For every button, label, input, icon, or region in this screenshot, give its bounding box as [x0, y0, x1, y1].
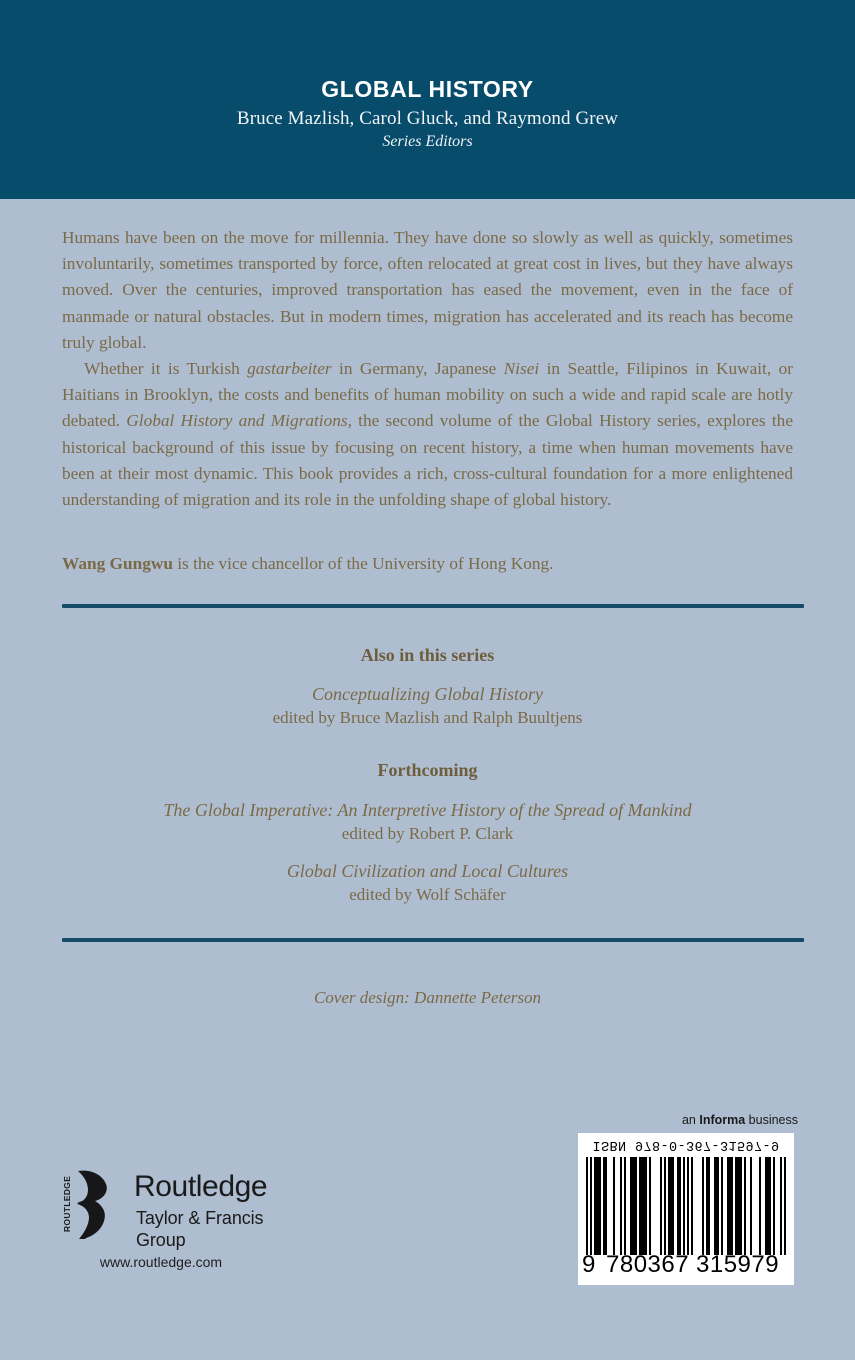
informa-prefix: an: [681, 1113, 700, 1127]
taylor-francis-group-label: Taylor & Francis Group: [136, 1208, 264, 1250]
blurb-paragraph-2: [62, 356, 793, 513]
forthcoming-item-2-title: Global Civilization and Local Cultures: [286, 861, 569, 881]
blurb-p2-text-4: the second volume of the Global History series, explores the historical background of this issue by focusing on recent history, a time when human movements have been at their most dynamic. This book provides a rich, cross-cultural foundation for a more enlightened understanding of migration and its role in the unfolding shape of global history.: [62, 411, 793, 510]
cover-design-credit: Cover design: Dannette Peterson: [313, 988, 542, 1007]
blurb-p2-text-1: Whether it is Turkish: [84, 359, 248, 379]
isbn-text: ISBN 978-0-367-31597-9: [592, 1137, 780, 1152]
barcode-digit-group-mid: 780367: [606, 1251, 690, 1278]
also-in-series-item-editor: edited by Bruce Mazlish and Ralph Buultjens: [272, 708, 583, 727]
forthcoming-item-2-editor: edited by Wolf Schäfer: [349, 885, 506, 904]
forthcoming-heading: Forthcoming: [377, 760, 478, 780]
isbn-barcode: [578, 1133, 794, 1285]
author-note-text: is the vice chancellor of the University of Hong Kong.: [172, 554, 554, 573]
routledge-wordmark: Routledge: [134, 1170, 268, 1203]
blurb-p2-text-3: in Seattle, Filipinos in Kuwait, or Haitians in Brooklyn, the costs and benefits of human mobility on such a wide and rapid scale are hotly debated.: [62, 359, 793, 431]
routledge-vertical-wordmark: ROUTLEDGE: [62, 1175, 72, 1233]
barcode-digit-group-left: 9: [582, 1251, 596, 1278]
series-title: GLOBAL HISTORY: [321, 76, 534, 102]
blurb-p2-italic-gastarbeiter: gastarbeiter: [247, 359, 332, 379]
blurb-p2-text-2: in Germany, Japanese: [331, 359, 504, 379]
informa-brand: Informa: [699, 1113, 746, 1127]
forthcoming-item-1-title: The Global Imperative: An Interpretive History of the Spread of Mankind: [163, 800, 692, 820]
informa-business-label: [682, 1113, 798, 1127]
routledge-logo: [60, 1168, 290, 1248]
publisher-website-url: www.routledge.com: [99, 1254, 223, 1270]
barcode-bars: [586, 1157, 786, 1255]
series-editors-names: Bruce Mazlish, Carol Gluck, and Raymond Grew: [236, 108, 619, 129]
series-editors-label: Series Editors: [382, 133, 473, 150]
author-biography-note: [62, 551, 793, 577]
forthcoming-item-1-editor: edited by Robert P. Clark: [341, 824, 514, 843]
also-in-series-item-title: Conceptualizing Global History: [312, 684, 543, 704]
routledge-r-mark-icon: [60, 1168, 126, 1240]
blurb-p2-italic-nisei: Nisei: [503, 359, 540, 379]
blurb-paragraph-1: Humans have been on the move for millennia. They have done so slowly as well as quickly, sometimes involuntarily, sometimes transported by force, often relocated at great cost in lives, but they have always moved. Over the centuries, improved transportation has eased the movement, even in the face of manmade or natural obstacles. But in modern times, migration has accelerated and its reach has become truly global.: [62, 228, 793, 352]
divider-rule-top: [62, 604, 804, 608]
barcode-digit-group-right: 315979: [696, 1251, 780, 1278]
informa-suffix: business: [745, 1113, 798, 1127]
divider-rule-bottom: [62, 938, 804, 942]
blurb-p2-italic-booktitle: Global History and Migrations,: [126, 411, 352, 431]
series-header-band: [0, 0, 855, 199]
also-in-series-heading: Also in this series: [360, 645, 495, 665]
back-cover-blurb: [62, 225, 793, 513]
author-name: Wang Gungwu: [62, 554, 173, 573]
barcode-digits: [578, 1251, 794, 1281]
